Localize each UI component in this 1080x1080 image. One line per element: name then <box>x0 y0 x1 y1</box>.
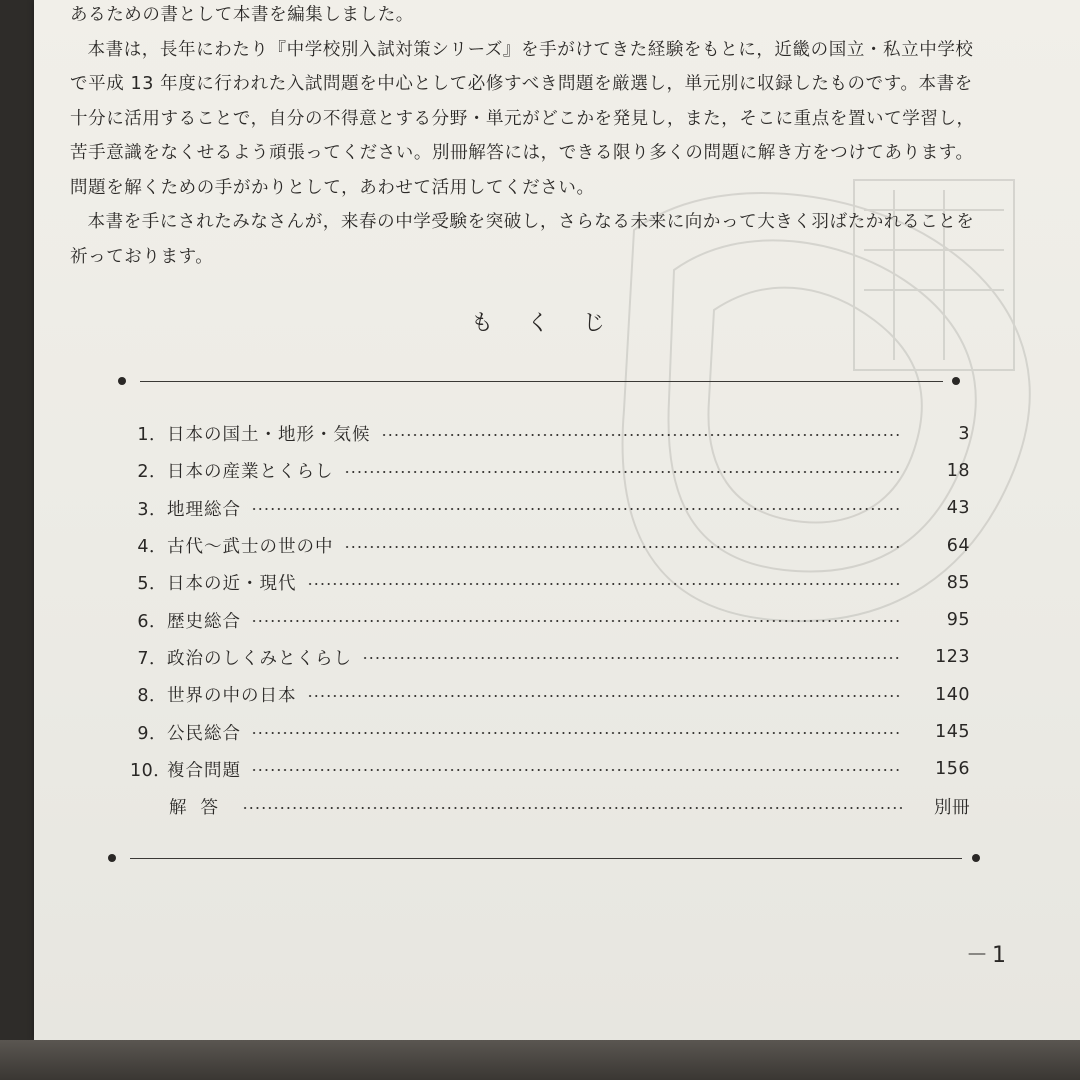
toc-item[interactable] <box>130 452 970 489</box>
top-rule <box>140 381 943 382</box>
toc-item[interactable] <box>130 564 970 601</box>
dot-leader <box>251 769 902 771</box>
dot-leader <box>381 434 903 436</box>
toc-item-label: 解答 <box>169 798 232 819</box>
toc-item[interactable] <box>130 601 970 638</box>
toc-item-number: 9． <box>137 723 167 744</box>
rule-dot-bottom-right <box>972 854 980 862</box>
toc-item-number: 7． <box>137 648 167 669</box>
intro-line-0: あるための書として本書を編集しました。 <box>70 5 414 25</box>
toc-item-page: 3 <box>958 423 970 444</box>
dot-leader <box>251 732 902 734</box>
toc-item-label: 公民総合 <box>167 723 241 744</box>
toc-item-page: 85 <box>946 572 970 593</box>
introduction-text <box>70 0 990 274</box>
toc-item-page: 123 <box>935 647 970 668</box>
page-number: －1 <box>966 943 1010 968</box>
toc-item-number: 1． <box>137 425 167 446</box>
toc-item-answers[interactable] <box>130 788 970 825</box>
toc-item-label: 日本の国土・地形・気候 <box>167 425 371 446</box>
toc-item[interactable] <box>130 527 970 564</box>
toc-item-label: 歴史総合 <box>167 611 241 632</box>
toc-title: もくじ <box>470 311 639 336</box>
toc-item-label: 古代～武士の世の中 <box>167 537 334 558</box>
toc-item-page: 95 <box>946 610 970 631</box>
toc-item-label: 複合問題 <box>167 760 241 781</box>
page-bottom-edge <box>0 1040 1080 1080</box>
toc-item-number: 5． <box>137 574 167 595</box>
dot-leader <box>344 471 903 473</box>
toc-item-label: 政治のしくみとくらし <box>167 648 352 669</box>
toc-item-label: 日本の産業とくらし <box>167 462 334 483</box>
intro-paragraph-2: 本書を手にされたみなさんが，来春の中学受験を突破し，さらなる未来に向かって大きく羽ばたかれることを祈っております。 <box>70 212 975 267</box>
rule-dot-top-right <box>952 377 960 385</box>
dot-leader <box>344 546 903 548</box>
toc-item-page: 18 <box>946 460 970 481</box>
dot-leader <box>307 695 903 697</box>
toc-item-page: 別冊 <box>934 798 970 819</box>
toc-item[interactable] <box>130 490 970 527</box>
dot-leader <box>362 657 902 659</box>
toc-item[interactable] <box>130 713 970 750</box>
intro-paragraph-1: 本書は，長年にわたり『中学校別入試対策シリーズ』を手がけてきた経験をもとに，近畿の国立・私立中学校で平成 13 年度に行われた入試問題を中心として必修すべき問題を厳選し，単元別に収録したものです。本書を十分に活用することで，自分の不得意とする分野・単元がどこかを発見し，また，そこに重点を置いて学習し，苦手意識をなくせるよう頑張ってください。別冊解答には，できる限り多くの問題に解き方をつけてあります。問題を解くための手がかりとして，あわせて活用してください。 <box>70 39 975 198</box>
dot-leader <box>251 508 902 510</box>
toc-item-page: 145 <box>935 722 970 743</box>
toc-item-number: 6． <box>137 611 167 632</box>
toc-item-page: 140 <box>935 684 970 705</box>
dot-leader <box>251 620 902 622</box>
dot-leader <box>307 583 903 585</box>
toc-item-page: 156 <box>935 759 970 780</box>
table-of-contents <box>130 415 970 825</box>
toc-item[interactable] <box>130 639 970 676</box>
dot-leader <box>242 807 902 809</box>
toc-item-number: 10． <box>130 760 172 781</box>
toc-item-number: 3． <box>137 499 167 520</box>
toc-item-label: 日本の近・現代 <box>167 574 297 595</box>
toc-item-number: 8． <box>137 686 167 707</box>
toc-item-label: 地理総合 <box>167 499 241 520</box>
toc-item[interactable] <box>130 751 970 788</box>
rule-dot-bottom-left <box>108 854 116 862</box>
toc-item-page: 64 <box>946 535 970 556</box>
toc-item-label: 世界の中の日本 <box>167 686 297 707</box>
toc-item-number: 2． <box>137 462 167 483</box>
toc-item-page: 43 <box>946 498 970 519</box>
rule-dot-top-left <box>118 377 126 385</box>
toc-item[interactable] <box>130 676 970 713</box>
bottom-rule <box>130 858 962 859</box>
toc-item[interactable] <box>130 415 970 452</box>
toc-item-number: 4． <box>137 537 167 558</box>
